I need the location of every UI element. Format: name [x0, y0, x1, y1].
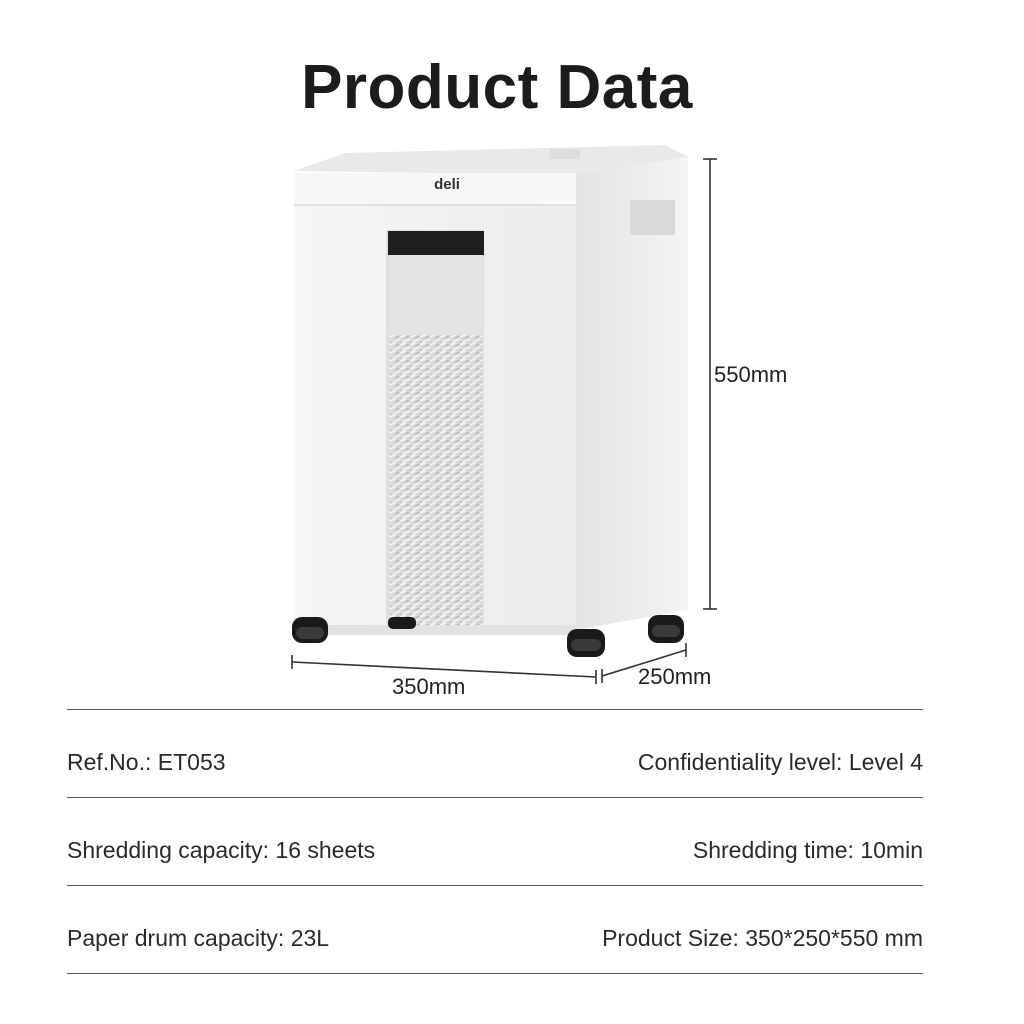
brand-logo: deli: [434, 176, 460, 193]
depth-label: 250mm: [638, 664, 712, 689]
spec-label: Product Size:: [602, 925, 739, 951]
spec-row: [67, 797, 923, 885]
wheel-front-left: [292, 617, 328, 643]
wheel-back-right: [648, 615, 684, 643]
spec-value: 23L: [290, 925, 330, 951]
spec-label: Ref.No.:: [67, 749, 152, 775]
spec-label: Shredding capacity:: [67, 837, 270, 863]
spec-table: [67, 709, 923, 974]
height-label: 550mm: [714, 362, 788, 387]
spec-value: Level 4: [848, 749, 923, 775]
spec-label: Confidentiality level:: [637, 749, 843, 775]
spec-paper-drum-capacity: [67, 886, 329, 973]
wheel-front-right: [567, 629, 605, 657]
spec-value: ET053: [157, 749, 226, 775]
spec-row: [67, 885, 923, 974]
wheel-front-mid: [388, 617, 416, 629]
spec-row: [67, 709, 923, 797]
spec-label: Shredding time:: [692, 837, 854, 863]
spec-value: 350*250*550 mm: [745, 925, 923, 951]
spec-product-size: [602, 886, 923, 973]
width-label: 350mm: [392, 674, 466, 699]
shredder-image: [280, 135, 730, 695]
spec-label: Paper drum capacity:: [67, 925, 285, 951]
page-title: Product Data: [301, 53, 693, 122]
spec-shredding-time: [693, 798, 923, 885]
spec-value: 10min: [860, 837, 923, 863]
spec-ref-no: [67, 710, 226, 797]
spec-shredding-capacity: [67, 798, 375, 885]
spec-value: 16 sheets: [275, 837, 376, 863]
spec-confidentiality-level: [638, 710, 923, 797]
